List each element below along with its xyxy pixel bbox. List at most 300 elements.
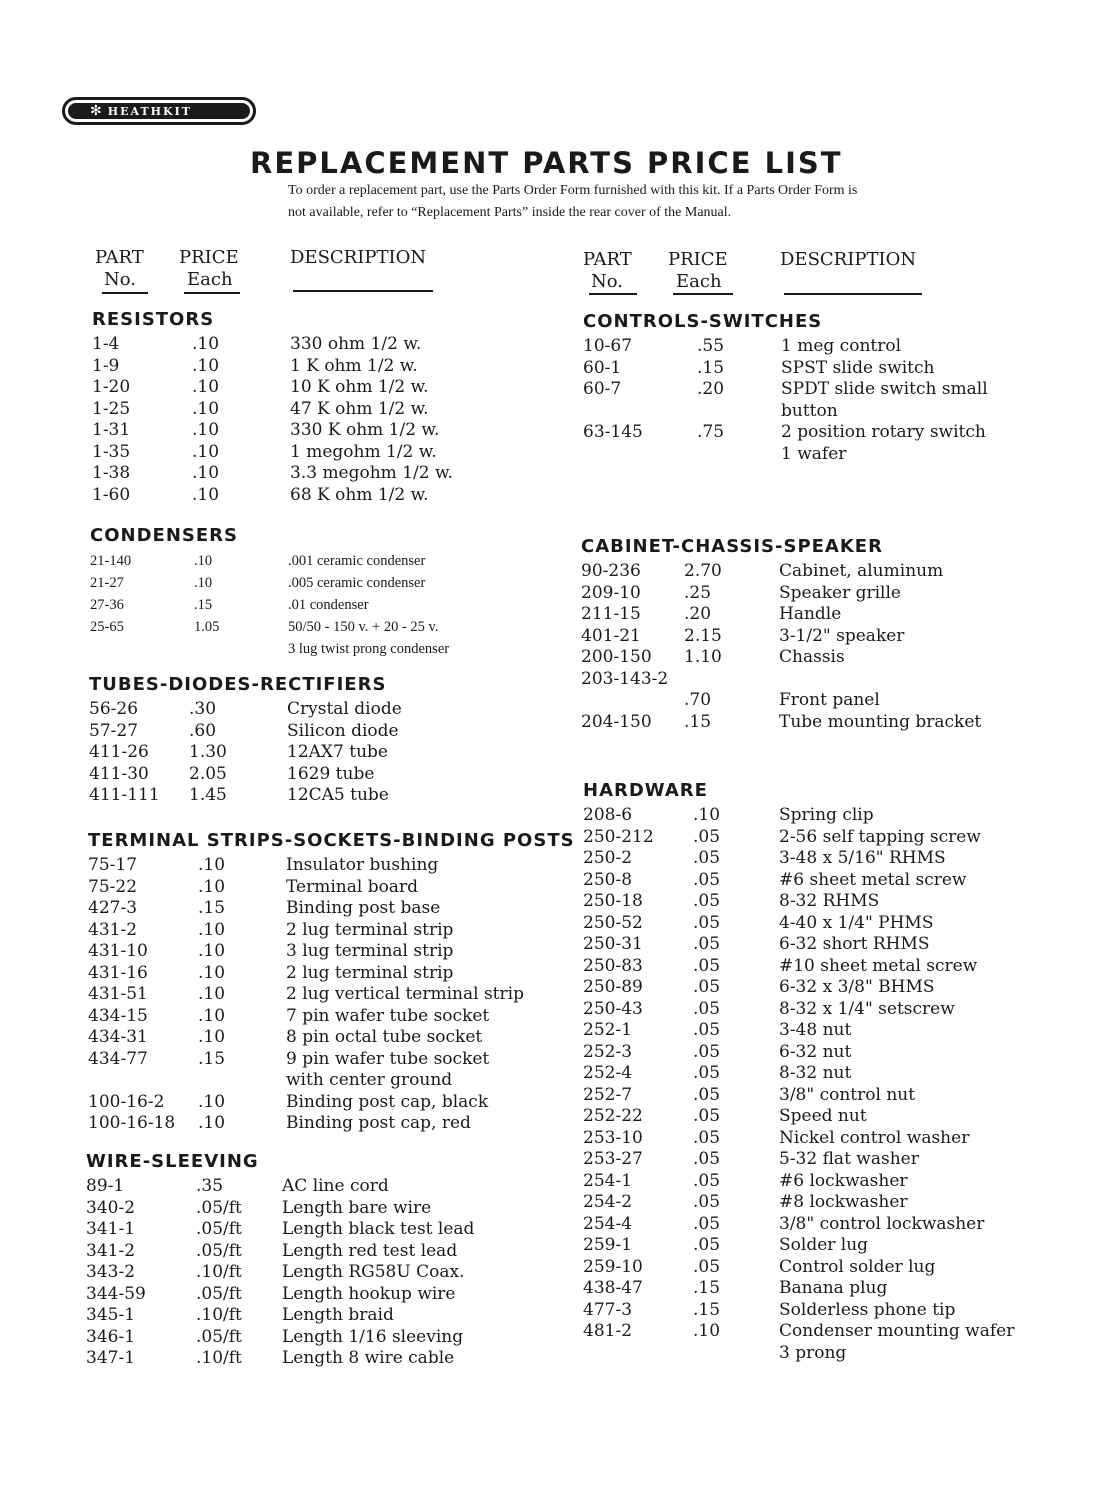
- description: Cabinet, aluminum: [779, 561, 944, 581]
- table-row: [581, 604, 1061, 626]
- table-row: [583, 1278, 1063, 1300]
- price: .10/ft: [196, 1305, 242, 1325]
- header-each: Each: [676, 271, 722, 292]
- part-number: 1-31: [92, 420, 131, 440]
- part-number: 434-77: [88, 1048, 148, 1069]
- table-row: [90, 638, 570, 660]
- price: .10: [192, 420, 220, 440]
- description: 3 lug twist prong condenser: [288, 641, 450, 657]
- table-row: [583, 401, 1063, 423]
- price: .05: [693, 998, 721, 1019]
- price: .15: [194, 597, 213, 613]
- section-terminal-strips: [88, 829, 575, 1135]
- table-row: [86, 1198, 566, 1220]
- description: Solder lug: [779, 1235, 869, 1255]
- price: .05: [693, 1127, 721, 1148]
- table-row: [581, 583, 1061, 605]
- description: 6-32 nut: [779, 1041, 852, 1062]
- table-row: [583, 956, 1063, 978]
- description: #10 sheet metal screw: [779, 955, 978, 976]
- description: .005 ceramic condenser: [288, 575, 426, 591]
- table-row: [86, 1348, 566, 1370]
- table-row: [583, 1149, 1063, 1171]
- table-row: [583, 1128, 1063, 1150]
- table-row: [90, 616, 570, 638]
- price: .10/ft: [196, 1262, 242, 1282]
- table-row: [583, 1235, 1063, 1257]
- description: Length bare wire: [282, 1197, 432, 1218]
- description: Tube mounting bracket: [779, 711, 982, 732]
- header-part: PART: [583, 249, 632, 270]
- price: 1.10: [684, 647, 722, 667]
- part-number: 477-3: [583, 1299, 633, 1320]
- price: .35: [196, 1176, 224, 1196]
- section-title: HARDWARE: [583, 780, 708, 801]
- price: .05: [693, 1170, 721, 1191]
- part-number: 56-26: [89, 699, 139, 719]
- table-row: [92, 463, 572, 485]
- table-row: [89, 721, 569, 743]
- part-number: 60-1: [583, 357, 622, 378]
- description: 2 lug terminal strip: [286, 962, 454, 983]
- table-row: [88, 984, 568, 1006]
- price: .10: [693, 805, 721, 825]
- price: .05: [693, 1149, 721, 1169]
- table-row: [88, 1092, 568, 1114]
- table-row: [88, 920, 568, 942]
- part-number: 90-236: [581, 561, 641, 581]
- section-tubes-diodes-rectifiers: [89, 673, 569, 807]
- description: Spring clip: [779, 805, 874, 825]
- description: 3-1/2" speaker: [779, 625, 905, 646]
- part-number: 252-1: [583, 1020, 633, 1040]
- price: .25: [684, 582, 712, 603]
- price: .70: [684, 690, 712, 710]
- section-title: CONTROLS-SWITCHES: [583, 311, 823, 332]
- part-number: 10-67: [583, 336, 633, 356]
- part-number: 250-8: [583, 869, 633, 890]
- part-number: 89-1: [86, 1176, 125, 1196]
- description: Length 1/16 sleeving: [282, 1326, 464, 1347]
- section-title: CABINET-CHASSIS-SPEAKER: [581, 536, 883, 557]
- description: AC line cord: [282, 1176, 389, 1196]
- part-number: 75-17: [88, 855, 138, 875]
- part-number: 481-2: [583, 1321, 633, 1341]
- price: 2.70: [684, 561, 722, 581]
- price: .05: [693, 977, 721, 997]
- price: .15: [198, 898, 226, 918]
- description: Solderless phone tip: [779, 1299, 956, 1320]
- part-number: 250-2: [583, 848, 633, 868]
- description: 8-32 x 1/4" setscrew: [779, 998, 955, 1019]
- price: .10: [198, 962, 226, 983]
- table-row: [583, 891, 1063, 913]
- price: .05: [693, 1192, 721, 1212]
- description: Length RG58U Coax.: [282, 1262, 465, 1282]
- part-number: 253-10: [583, 1127, 643, 1148]
- part-number: 1-9: [92, 355, 120, 376]
- description: 3.3 megohm 1/2 w.: [290, 463, 453, 483]
- description: Handle: [779, 604, 842, 624]
- part-number: 438-47: [583, 1278, 643, 1298]
- price: .20: [684, 604, 712, 624]
- part-number: 27-36: [90, 597, 124, 613]
- part-number: 431-16: [88, 962, 148, 983]
- description: 47 K ohm 1/2 w.: [290, 398, 429, 419]
- price: .20: [697, 379, 725, 399]
- description: 3 prong: [779, 1342, 847, 1363]
- price: .10: [198, 1027, 226, 1047]
- price: .15: [198, 1048, 226, 1069]
- description: 3-48 x 5/16" RHMS: [779, 848, 946, 868]
- price: 1.05: [194, 619, 220, 635]
- description: 3 lug terminal strip: [286, 941, 454, 961]
- table-row: [583, 1020, 1063, 1042]
- description: #8 lockwasher: [779, 1192, 908, 1212]
- table-row: [92, 420, 572, 442]
- part-number: 57-27: [89, 720, 139, 741]
- table-row: [583, 1321, 1063, 1343]
- table-row: [581, 561, 1061, 583]
- description: Insulator bushing: [286, 855, 439, 875]
- part-number: 100-16-18: [88, 1113, 176, 1133]
- price: .05: [693, 1063, 721, 1083]
- price: .10/ft: [196, 1348, 242, 1368]
- part-number: 259-1: [583, 1235, 633, 1255]
- table-row: [86, 1262, 566, 1284]
- price: .05: [693, 869, 721, 890]
- part-number: 75-22: [88, 876, 138, 897]
- intro-text: To order a replacement part, use the Parts Order Form furnished with this kit. If a Parts Order Form is not available, refer to “Replacement Parts” inside the rear cover of the Manual.: [288, 183, 858, 220]
- table-row: [92, 334, 572, 356]
- table-row: [90, 594, 570, 616]
- part-number: 60-7: [583, 379, 622, 399]
- part-number: 345-1: [86, 1305, 136, 1325]
- table-row: [583, 336, 1063, 358]
- description: 12CA5 tube: [287, 785, 389, 805]
- description: Silicon diode: [287, 720, 399, 741]
- part-number: 252-4: [583, 1063, 633, 1083]
- underline: [589, 293, 637, 295]
- part-number: 340-2: [86, 1197, 136, 1218]
- price: .10: [192, 398, 220, 419]
- table-row: [583, 1171, 1063, 1193]
- price: .05: [693, 934, 721, 954]
- price: .10: [192, 463, 220, 483]
- part-number: 347-1: [86, 1348, 136, 1368]
- description: button: [781, 400, 838, 421]
- table-row: [581, 626, 1061, 648]
- description: Condenser mounting wafer: [779, 1321, 1015, 1341]
- table-row: [90, 572, 570, 594]
- part-number: 344-59: [86, 1283, 146, 1304]
- description: 3-48 nut: [779, 1020, 852, 1040]
- table-row: [581, 647, 1061, 669]
- header-each: Each: [187, 269, 233, 290]
- price: .75: [697, 422, 725, 442]
- part-number: 204-150: [581, 711, 652, 732]
- price: .10: [194, 553, 213, 569]
- table-row: [89, 699, 569, 721]
- description: Length red test lead: [282, 1240, 458, 1261]
- price: .55: [697, 336, 725, 356]
- description: 1629 tube: [287, 763, 375, 784]
- header-no: No.: [104, 269, 136, 290]
- header-price: PRICE: [668, 249, 728, 270]
- description: 4-40 x 1/4" PHMS: [779, 912, 934, 933]
- part-number: 254-4: [583, 1213, 633, 1234]
- description: 2 position rotary switch: [781, 422, 986, 442]
- description: SPST slide switch: [781, 357, 935, 378]
- table-row: [583, 1343, 1063, 1365]
- part-number: 411-30: [89, 763, 149, 784]
- table-row: [583, 1106, 1063, 1128]
- section-title: WIRE-SLEEVING: [86, 1151, 259, 1172]
- part-number: 211-15: [581, 604, 641, 624]
- table-row: [88, 941, 568, 963]
- section-title: RESISTORS: [92, 309, 215, 330]
- part-number: 250-212: [583, 826, 654, 847]
- description: 1 meg control: [781, 336, 902, 356]
- part-number: 250-52: [583, 912, 643, 933]
- description: Terminal board: [286, 876, 418, 897]
- description: 1 K ohm 1/2 w.: [290, 355, 418, 376]
- part-number: 341-2: [86, 1240, 136, 1261]
- price: .10: [194, 575, 213, 591]
- part-number: 250-83: [583, 955, 643, 976]
- table-row: [583, 1085, 1063, 1107]
- table-row: [583, 1300, 1063, 1322]
- part-number: 411-26: [89, 742, 149, 762]
- price: 2.05: [189, 763, 227, 784]
- table-row: [86, 1241, 566, 1263]
- table-row: [581, 690, 1061, 712]
- description: Length hookup wire: [282, 1283, 456, 1304]
- price: .15: [693, 1278, 721, 1298]
- description: 9 pin wafer tube socket: [286, 1048, 490, 1069]
- part-number: 1-25: [92, 398, 131, 419]
- price: .05: [693, 826, 721, 847]
- part-number: 1-35: [92, 441, 131, 462]
- price: .10: [192, 334, 220, 354]
- description: .01 condenser: [288, 597, 369, 613]
- description: 1 wafer: [781, 443, 847, 464]
- description: 3/8" control nut: [779, 1084, 916, 1105]
- table-row: [89, 785, 569, 807]
- part-number: 346-1: [86, 1326, 136, 1347]
- part-number: 1-20: [92, 377, 131, 397]
- description: 12AX7 tube: [287, 742, 388, 762]
- part-number: 250-43: [583, 998, 643, 1019]
- price: .15: [693, 1299, 721, 1320]
- table-row: [581, 669, 1061, 691]
- header-price: PRICE: [179, 247, 239, 268]
- price: .10: [192, 484, 220, 505]
- atom-icon: ✻: [90, 103, 102, 119]
- table-row: [88, 963, 568, 985]
- price: .10: [198, 919, 226, 940]
- price: .05: [693, 1084, 721, 1105]
- table-row: [92, 485, 572, 507]
- table-row: [583, 1192, 1063, 1214]
- description: Speed nut: [779, 1106, 867, 1126]
- description: 10 K ohm 1/2 w.: [290, 377, 429, 397]
- description: Length black test lead: [282, 1219, 475, 1239]
- price: .05/ft: [196, 1283, 242, 1304]
- part-number: 1-4: [92, 334, 120, 354]
- price: .05: [693, 1020, 721, 1040]
- price: 1.45: [189, 785, 227, 805]
- header-description: DESCRIPTION: [780, 249, 917, 270]
- price: .10: [198, 1005, 226, 1026]
- table-row: [583, 999, 1063, 1021]
- table-row: [86, 1327, 566, 1349]
- description: Chassis: [779, 647, 845, 667]
- part-number: 259-10: [583, 1256, 643, 1277]
- table-row: [583, 1257, 1063, 1279]
- description: Crystal diode: [287, 699, 402, 719]
- part-number: 208-6: [583, 805, 633, 825]
- header-part: PART: [95, 247, 144, 268]
- part-number: 252-22: [583, 1106, 643, 1126]
- description: 8-32 nut: [779, 1063, 852, 1083]
- description: Binding post cap, red: [286, 1113, 471, 1133]
- table-row: [583, 1063, 1063, 1085]
- section-controls-switches: [583, 310, 1063, 465]
- price: .05: [693, 1106, 721, 1126]
- description: 8 pin octal tube socket: [286, 1027, 483, 1047]
- description: 330 ohm 1/2 w.: [290, 334, 422, 354]
- price: .10: [192, 355, 220, 376]
- section-resistors: [92, 308, 572, 506]
- description: Banana plug: [779, 1278, 888, 1298]
- table-row: [86, 1284, 566, 1306]
- description: Speaker grille: [779, 582, 901, 603]
- table-row: [86, 1305, 566, 1327]
- price: .10: [198, 876, 226, 897]
- price: .05: [693, 1041, 721, 1062]
- part-number: 252-3: [583, 1041, 633, 1062]
- header-description: DESCRIPTION: [290, 247, 427, 268]
- part-number: 209-10: [581, 582, 641, 603]
- table-row: [583, 934, 1063, 956]
- table-row: [92, 356, 572, 378]
- price: .05: [693, 848, 721, 868]
- table-row: [89, 764, 569, 786]
- part-number: 431-51: [88, 984, 148, 1004]
- price: .10: [198, 1113, 226, 1133]
- part-number: 25-65: [90, 619, 124, 635]
- section-title: TERMINAL STRIPS-SOCKETS-BINDING POSTS: [88, 830, 575, 851]
- section-title: CONDENSERS: [90, 525, 238, 546]
- part-number: 427-3: [88, 898, 138, 918]
- price: 1.30: [189, 742, 227, 762]
- table-row: [88, 1049, 568, 1071]
- table-row: [92, 377, 572, 399]
- table-row: [88, 1006, 568, 1028]
- part-number: 100-16-2: [88, 1091, 165, 1112]
- table-row: [583, 913, 1063, 935]
- description: 7 pin wafer tube socket: [286, 1005, 490, 1026]
- table-row: [92, 442, 572, 464]
- heathkit-logo: [62, 97, 256, 125]
- price: .10: [198, 941, 226, 961]
- part-number: 21-140: [90, 553, 132, 569]
- price: .05/ft: [196, 1219, 242, 1239]
- description: #6 lockwasher: [779, 1170, 908, 1191]
- underline: [184, 292, 240, 294]
- description: 6-32 short RHMS: [779, 934, 930, 954]
- price: .10: [198, 855, 226, 875]
- description: SPDT slide switch small: [781, 379, 988, 399]
- table-row: [583, 805, 1063, 827]
- description: 8-32 RHMS: [779, 891, 880, 911]
- part-number: 434-15: [88, 1005, 148, 1026]
- price: .05/ft: [196, 1326, 242, 1347]
- table-row: [583, 358, 1063, 380]
- part-number: 63-145: [583, 422, 643, 442]
- price: 2.15: [684, 625, 722, 646]
- description: 50/50 - 150 v. + 20 - 25 v.: [288, 619, 439, 635]
- part-number: 203-143-2: [581, 668, 669, 689]
- part-number: 250-18: [583, 891, 643, 911]
- description: 2-56 self tapping screw: [779, 826, 981, 847]
- description: 2 lug terminal strip: [286, 919, 454, 940]
- price: .05/ft: [196, 1197, 242, 1218]
- description: Front panel: [779, 690, 880, 710]
- table-row: [583, 827, 1063, 849]
- underline: [673, 293, 733, 295]
- part-number: 1-38: [92, 463, 131, 483]
- description: .001 ceramic condenser: [288, 553, 426, 569]
- part-number: 1-60: [92, 484, 131, 505]
- underline: [784, 293, 922, 295]
- description: #6 sheet metal screw: [779, 869, 967, 890]
- table-row: [92, 399, 572, 421]
- description: 5-32 flat washer: [779, 1149, 919, 1169]
- section-hardware: [583, 779, 1063, 1364]
- part-number: 252-7: [583, 1084, 633, 1105]
- table-row: [88, 1113, 568, 1135]
- price: .05: [693, 1256, 721, 1277]
- description: 330 K ohm 1/2 w.: [290, 420, 440, 440]
- part-number: 341-1: [86, 1219, 136, 1239]
- table-row: [89, 742, 569, 764]
- part-number: 431-10: [88, 941, 148, 961]
- part-number: 200-150: [581, 647, 652, 667]
- description: 3/8" control lockwasher: [779, 1213, 985, 1234]
- price: .05: [693, 891, 721, 911]
- description: Binding post cap, black: [286, 1091, 489, 1112]
- price: .05: [693, 1235, 721, 1255]
- part-number: 250-31: [583, 934, 643, 954]
- price: .30: [189, 699, 217, 719]
- table-row: [88, 898, 568, 920]
- table-row: [86, 1176, 566, 1198]
- section-cabinet-chassis-speaker: [581, 535, 1061, 733]
- section-title: TUBES-DIODES-RECTIFIERS: [89, 674, 387, 695]
- section-condensers: [90, 524, 570, 660]
- description: 2 lug vertical terminal strip: [286, 984, 524, 1004]
- table-row: [581, 712, 1061, 734]
- part-number: 253-27: [583, 1149, 643, 1169]
- table-row: [88, 855, 568, 877]
- description: Control solder lug: [779, 1256, 936, 1277]
- part-number: 250-89: [583, 977, 643, 997]
- logo-text: HEATHKIT: [107, 104, 192, 118]
- table-row: [583, 1214, 1063, 1236]
- description: Binding post base: [286, 898, 441, 918]
